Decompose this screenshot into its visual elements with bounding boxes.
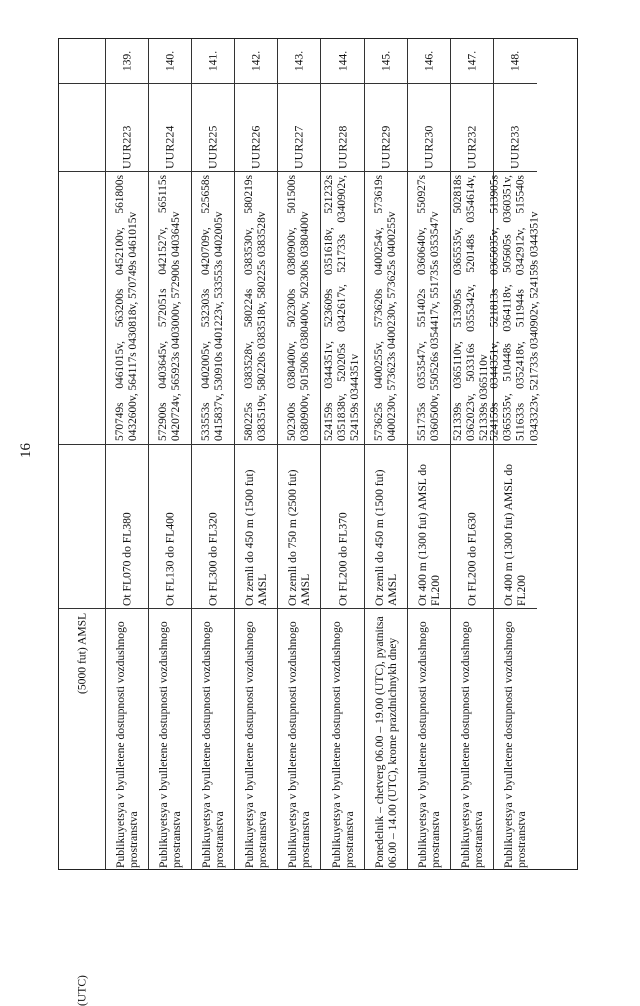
zone-code-cell <box>451 83 493 171</box>
row-number-cell <box>408 39 450 83</box>
table-row <box>192 39 235 869</box>
row-number-cell <box>149 39 191 83</box>
vertical-limits-cell <box>192 444 234 608</box>
zone-code: UUR230 <box>421 125 436 169</box>
coordinates: 572900s 0403645v, 572051s 0421527v, 565115s 0420724v, 565923s 0403000v, 572900s 0403645v <box>156 175 183 441</box>
table-header-row <box>59 39 106 1006</box>
table-row <box>321 39 364 869</box>
vertical-limits: Ot FL300 do FL320 <box>206 511 220 606</box>
coordinates-cell <box>149 171 191 444</box>
activity-time: Publikuyetsya v byulletene dostupnosti vozdushnogo prostranstva <box>286 621 313 868</box>
zone-code-cell <box>192 83 234 171</box>
row-number: 142. <box>249 50 263 72</box>
vertical-limits: Ot zemli do 450 m (1500 fut) AMSL <box>372 468 399 606</box>
table-row <box>106 39 149 869</box>
header-time-text: (UTC) <box>75 974 89 1006</box>
coordinates-cell <box>278 171 320 444</box>
header-code-cell <box>59 83 105 171</box>
row-number-cell <box>278 39 320 83</box>
zone-code: UUR233 <box>507 125 522 169</box>
airspace-table <box>58 38 578 1006</box>
coordinates-cell <box>408 171 450 444</box>
row-number: 139. <box>120 50 134 72</box>
activity-time: Publikuyetsya v byulletene dostupnosti vozdushnogo prostranstva <box>200 621 227 868</box>
zone-code: UUR223 <box>119 125 134 169</box>
row-number: 140. <box>163 50 177 72</box>
zone-code-cell <box>321 83 363 171</box>
vertical-limits: Ot FL070 do FL380 <box>120 511 134 606</box>
coordinates: 570749s 0461015v, 563200s 0452100v, 561800s 0432600v, 564117s 0430818v, 570749s 0461015v <box>113 175 140 441</box>
coordinates: 533553s 0402005v, 532303s 0420709v, 525658s 0415837v, 530910s 0401223v, 533553s 0402005v <box>200 175 226 441</box>
activity-time-cell <box>451 608 493 871</box>
row-number-cell <box>192 39 234 83</box>
row-number: 143. <box>292 50 306 72</box>
page-number-text: 16 <box>17 442 34 458</box>
vertical-limits-cell <box>149 444 191 608</box>
row-number: 144. <box>335 50 349 72</box>
coordinates-cell <box>451 171 493 444</box>
vertical-limits-cell <box>278 444 320 608</box>
header-time-cell <box>59 608 105 1006</box>
row-number-cell <box>235 39 277 83</box>
zone-code-cell <box>149 83 191 171</box>
header-coords-cell <box>59 171 105 444</box>
activity-time-cell <box>192 608 234 871</box>
zone-code-cell <box>408 83 450 171</box>
activity-time-cell <box>149 608 191 871</box>
vertical-limits: Ot 400 m (1300 fut) AMSL do FL200 <box>502 463 529 606</box>
table-row <box>451 39 494 869</box>
row-number: 147. <box>465 50 479 72</box>
vertical-limits-cell <box>408 444 450 608</box>
activity-time: Publikuyetsya v byulletene dostupnosti vozdushnogo prostranstva <box>415 621 442 868</box>
activity-time: Publikuyetsya v byulletene dostupnosti vozdushnogo prostranstva <box>156 621 184 868</box>
row-number-cell <box>365 39 407 83</box>
row-number: 146. <box>422 50 436 72</box>
zone-code: UUR228 <box>334 125 349 169</box>
zone-code: UUR229 <box>378 125 393 169</box>
table-row <box>278 39 321 869</box>
zone-code: UUR225 <box>205 125 220 169</box>
vertical-limits: Ot FL130 do FL400 <box>163 511 177 606</box>
table-row <box>408 39 451 869</box>
activity-time-cell <box>408 608 450 871</box>
zone-code: UUR224 <box>162 125 177 169</box>
activity-time-cell <box>106 608 148 871</box>
coordinates: 524159s 0344351v, 521813s 0365035v, 513905s 0365535v, 510448s 0364118v, 505605s 0360351v, 511633s 0352418v, 511944s 0342912v, 515540s 0343323v, 521733s 0340902v, 524159s 0344351v <box>488 175 541 441</box>
zone-code: UUR226 <box>248 125 263 169</box>
activity-time: Publikuyetsya v byulletene dostupnosti vozdushnogo prostranstva <box>243 621 270 868</box>
activity-time: Publikuyetsya v byulletene dostupnosti vozdushnogo prostranstva <box>458 621 485 868</box>
zone-code-cell <box>235 83 277 171</box>
zone-code-cell <box>365 83 407 171</box>
vertical-limits: Ot 400 m (1300 fut) AMSL do FL200 <box>415 463 442 606</box>
coordinates: 524159s 0344351v, 523609s 0351618v, 521232s 0351838v, 520205s 0342617v, 521733s 0340902v, 524159s 0344351v <box>322 175 362 441</box>
coordinates-cell <box>321 171 363 444</box>
activity-time: Publikuyetsya v byulletene dostupnosti vozdushnogo prostranstva <box>113 621 141 868</box>
vertical-limits: Ot FL200 do FL370 <box>335 511 349 606</box>
table-row <box>365 39 408 869</box>
activity-time-cell <box>278 608 320 871</box>
coordinates-cell <box>192 171 234 444</box>
activity-time: Publikuyetsya v byulletene dostupnosti vozdushnogo prostranstva <box>329 621 356 868</box>
vertical-limits: Ot FL200 do FL630 <box>465 511 479 606</box>
row-number-cell <box>106 39 148 83</box>
coordinates-cell <box>235 171 277 444</box>
coordinates: 551735s 0353547v, 551402s 0360640v, 550927s 0360500v, 550526s 0354417v, 551735s 0353547v <box>415 175 441 441</box>
activity-time-cell <box>321 608 363 871</box>
vertical-limits-cell <box>321 444 363 608</box>
header-num-cell <box>59 39 105 83</box>
zone-code-cell <box>494 83 537 171</box>
row-number: 148. <box>508 50 522 72</box>
coordinates-cell <box>488 171 541 444</box>
header-limits-cell <box>59 444 105 694</box>
coordinates-cell <box>106 171 148 444</box>
coordinates: 580225s 0383528v, 580224s 0383530v, 580219s 0383519v, 580220s 0383518v, 580225s 0383528v <box>243 175 269 441</box>
row-number-cell <box>494 39 537 83</box>
coordinates: 502300s 0380400v, 502300s 0380900v, 501500s 0380900v, 501500s 0380400v, 502300s 0380400v <box>286 175 312 441</box>
row-number-cell <box>451 39 493 83</box>
table-row <box>149 39 192 869</box>
zone-code: UUR232 <box>464 125 479 169</box>
row-number: 145. <box>379 50 393 72</box>
coordinates: 573625s 0400255v, 573620s 0400254v, 573619s 0400230v, 573623s 0400230v, 573625s 0400255v <box>372 175 398 441</box>
zone-code-cell <box>278 83 320 171</box>
activity-time: Ponedelnik – chetverg 06.00 – 19.00 (UTC), pyatnitsa 06.00 – 14.00 (UTC), krome prazdnichnykh dney <box>372 616 399 868</box>
vertical-limits-cell <box>365 444 407 608</box>
zone-code: UUR227 <box>291 125 306 169</box>
vertical-limits: Ot zemli do 750 m (2500 fut) AMSL <box>286 468 313 606</box>
table-row <box>235 39 278 869</box>
vertical-limits: Ot zemli do 450 m (1500 fut) AMSL <box>243 468 270 606</box>
activity-time-cell <box>494 608 537 871</box>
table-row <box>488 39 541 869</box>
row-number-cell <box>321 39 363 83</box>
activity-time: Publikuyetsya v byulletene dostupnosti vozdushnogo prostranstva <box>502 621 529 868</box>
row-number: 141. <box>206 50 220 72</box>
header-limits-text: (5000 fut) AMSL <box>75 612 89 694</box>
activity-time-cell <box>235 608 277 871</box>
vertical-limits-cell <box>494 444 537 608</box>
vertical-limits-cell <box>451 444 493 608</box>
coordinates: 521339s 0365110v, 513905s 0365535v, 502818s 0362023v, 503316s 0355342v, 520148s 0354614v, 521339s 0365110v <box>451 175 491 441</box>
vertical-limits-cell <box>235 444 277 608</box>
activity-time-cell <box>365 608 407 871</box>
page-number <box>14 435 38 465</box>
coordinates-cell <box>365 171 407 444</box>
zone-code-cell <box>106 83 148 171</box>
vertical-limits-cell <box>106 444 148 608</box>
